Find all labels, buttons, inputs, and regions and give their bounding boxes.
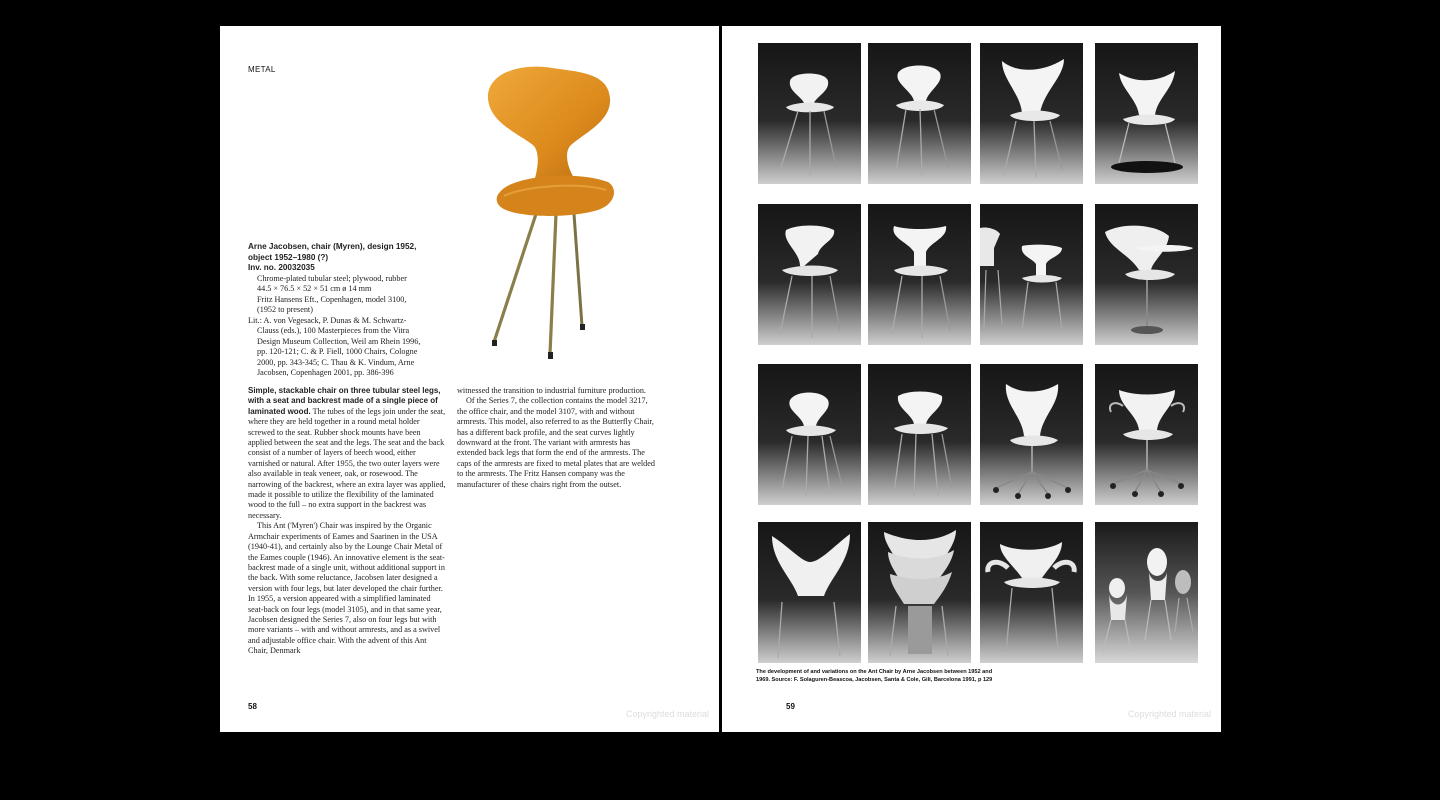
caption-lit-3: Design Museum Collection, Weil am Rhein 1996,	[257, 336, 421, 346]
chair-photo	[980, 43, 1083, 184]
watermark: Copyrighted material	[1128, 709, 1212, 719]
paragraph: This Ant ('Myren') Chair was inspired by the Organic Armchair experiments of Eames and Saarinen in the USA (1940-41), and certainly also by the Lounge Chair Metal of the Eames couple (1946). An innovative element is the seat-backrest made of a single unit, without additional support in the back. With some reluctance, Jacobsen later designed a version with four legs, but later developed the chair further. In 1955, a version appeared with a simplified laminated seat-back on four legs (model 3105), and in that same year, Jacobsen designed the Series 7, also on four legs but with more variants – with and without armrests, and as a swivel and adjustable office chair. With the advent of this Ant Chair, Denmark	[248, 521, 445, 656]
chair-photo	[868, 43, 971, 184]
chair-photo	[980, 522, 1083, 663]
object-caption	[248, 242, 446, 379]
page-number: 59	[786, 702, 795, 711]
chair-photo	[758, 43, 861, 184]
page-number: 58	[248, 702, 257, 711]
chair-photo	[758, 204, 861, 345]
caption-inv: Inv. no. 20032035	[248, 263, 315, 272]
caption-maker-2: (1952 to present)	[257, 305, 313, 314]
caption-lit-1: Lit.: A. von Vegesack, P. Dunas & M. Schwartz-	[248, 315, 407, 325]
watermark: Copyrighted material	[626, 709, 710, 719]
ant-chair-photo	[478, 64, 624, 364]
caption-lit-5: 2000, pp. 343-345; C. Thau & K. Vindum, Arne	[257, 357, 415, 367]
paragraph: Of the Series 7, the collection contains the model 3217, the office chair, and the model 3107, with and without armrests. This model, also referred to as the Butterfly Chair, has a different back profile, and the seat curves lightly downward at the front. The variant with armrests has extended back legs that form the end of the armrests. The caps of the armrests are fixed to metal plates that are welded to the armrests. The Fritz Hansen company was the manufacturer of these chairs right from the outset.	[457, 396, 656, 489]
chair-photo	[980, 364, 1083, 505]
right-page	[722, 26, 1221, 732]
chair-photo	[980, 204, 1083, 345]
body-column-left	[248, 386, 446, 657]
chair-photo	[1095, 364, 1198, 505]
caption-lit-6: Jacobsen, Copenhagen 2001, pp. 386-396	[257, 368, 394, 377]
caption-lit-2: Clauss (eds.), 100 Masterpieces from the Vitra	[257, 326, 410, 335]
chair-photo	[868, 522, 971, 663]
body-column-right	[457, 386, 655, 490]
chair-photo	[1095, 522, 1198, 663]
caption-lit-4: pp. 120-121; C. & P. Fiell, 1000 Chairs, Cologne	[257, 347, 418, 356]
lead-sentence: Simple, stackable chair on three tubular steel legs, with a seat and backrest made of a single piece of laminated wood.	[248, 386, 441, 416]
figure-caption: The development of and variations on the Ant Chair by Arne Jacobsen between 1952 and 1969. Source: F. Solaguren-Beascoa, Jacobsen, Santa & Cole, Gili, Barcelona 1991, p 129	[756, 669, 993, 683]
chair-photo	[1095, 204, 1198, 345]
chair-photo	[868, 204, 971, 345]
caption-title-2: object 1952–1980 (?)	[248, 252, 329, 262]
caption-material: Chrome-plated tubular steel; plywood, rubber	[257, 273, 407, 283]
paragraph: The tubes of the legs join under the seat, where they are held together in a round metal holder screwed to the seat. Rubber shock mounts have been applied between the seat and the legs. The seat and the back consist of a number of layers of beech wood, either varnished or natural. After 1955, the two outer layers were also available in teak veneer, oak, or rosewood. The narrowing of the backrest, where an extra layer was applied, made it possible to utilize the flexibility of the laminated wood to the full – no extra support in the backrest was necessary.	[248, 406, 446, 520]
caption-maker-1: Fritz Hansens Eft., Copenhagen, model 3100,	[257, 294, 407, 304]
chair-photo	[868, 364, 971, 505]
chair-photo	[758, 522, 861, 663]
caption-dimensions: 44.5 × 76.5 × 52 × 51 cm ø 14 mm	[257, 284, 372, 293]
chair-photo	[1095, 43, 1198, 184]
caption-title-1: Arne Jacobsen, chair (Myren), design 1952,	[248, 242, 417, 251]
paragraph: witnessed the transition to industrial furniture production.	[457, 386, 646, 395]
left-page	[220, 26, 719, 732]
chair-photo	[758, 364, 861, 505]
section-label: METAL	[248, 65, 276, 74]
